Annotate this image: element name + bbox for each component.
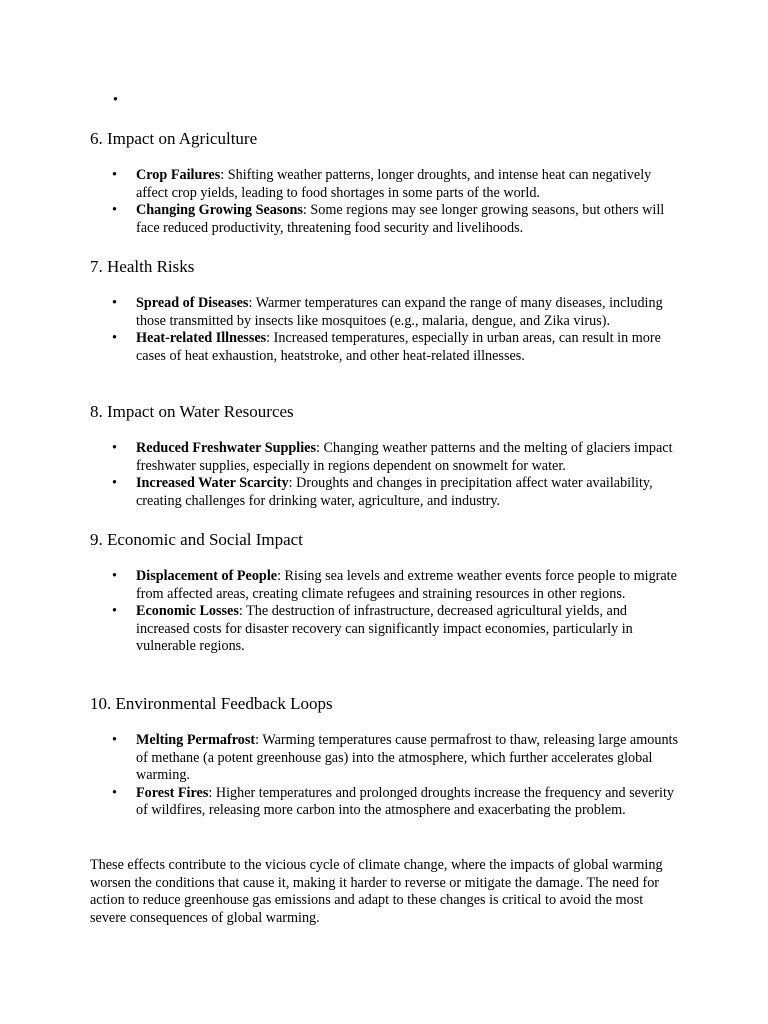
item-term: Increased Water Scarcity xyxy=(136,475,289,492)
section-heading: 7. Health Risks xyxy=(90,257,195,276)
list-item xyxy=(90,202,680,237)
section-heading: 6. Impact on Agriculture xyxy=(90,129,258,148)
section-economic xyxy=(90,530,680,656)
section-heading: 9. Economic and Social Impact xyxy=(90,530,303,549)
item-term: Economic Losses xyxy=(136,603,239,620)
item-term: Melting Permafrost xyxy=(136,732,256,748)
list-item xyxy=(90,568,680,603)
list-item xyxy=(90,167,680,202)
section-water xyxy=(90,402,680,510)
item-term: Heat-related Illnesses xyxy=(136,330,267,347)
item-text: : Warmer temperatures can expand the range of many diseases, including those transmitted by insects like mosquitoes (e.g., malaria, dengue, and Zika virus). xyxy=(136,295,663,329)
section-agriculture xyxy=(90,129,680,237)
list-item xyxy=(90,785,680,820)
item-text: : Warming temperatures cause permafrost to thaw, releasing large amounts of methane (a potent greenhouse gas) into the atmosphere, which further accelerates global warming. xyxy=(136,732,679,784)
list-item xyxy=(90,295,680,330)
item-term: Forest Fires xyxy=(136,784,209,801)
item-text: : Higher temperatures and prolonged droughts increase the frequency and severity of wildfires, releasing more carbon into the atmosphere and exacerbating the problem. xyxy=(136,784,675,819)
item-term: Crop Failures xyxy=(136,167,221,183)
list-item xyxy=(90,330,680,365)
section-feedback-loops xyxy=(90,694,680,820)
closing-paragraph: These effects contribute to the vicious cycle of climate change, where the impacts of global warming worsen the conditions that cause it, making it harder to reverse or mitigate the damage. The need for action to reduce greenhouse gas emissions and adapt to these changes is critical to avoid the most severe consequences of global warming. xyxy=(90,857,663,926)
list-item xyxy=(90,475,680,510)
section-heading: 8. Impact on Water Resources xyxy=(90,402,294,421)
item-text: : Some regions may see longer growing seasons, but others will face reduced productivity, threatening food security and livelihoods. xyxy=(136,202,665,236)
section-health xyxy=(90,257,680,365)
bullet-list xyxy=(90,295,680,365)
item-text: : Increased temperatures, especially in urban areas, can result in more cases of heat exhaustion, heatstroke, and other heat-related illnesses. xyxy=(136,330,661,364)
bullet-list xyxy=(90,568,680,656)
bullet-list xyxy=(90,440,680,510)
item-term: Reduced Freshwater Supplies xyxy=(136,440,316,456)
item-text: : The destruction of infrastructure, decreased agricultural yields, and increased costs for disaster recovery can significantly impact economies, particularly in vulnerable regions. xyxy=(136,603,633,655)
list-item xyxy=(90,732,680,785)
item-text: : Rising sea levels and extreme weather events force people to migrate from affected areas, creating climate refugees and straining resources in other regions. xyxy=(136,568,677,602)
bullet-list xyxy=(90,732,680,820)
list-item xyxy=(90,603,680,656)
item-text: : Shifting weather patterns, longer droughts, and intense heat can negatively affect crop yields, leading to food shortages in some parts of the world. xyxy=(136,167,652,201)
section-heading: 10. Environmental Feedback Loops xyxy=(90,694,333,713)
list-item xyxy=(90,440,680,475)
item-text: : Droughts and changes in precipitation affect water availability, creating challenges for drinking water, agriculture, and industry. xyxy=(136,475,653,509)
item-term: Displacement of People xyxy=(136,568,278,584)
bullet-list xyxy=(90,167,680,237)
item-term: Changing Growing Seasons xyxy=(136,202,303,219)
item-text: : Changing weather patterns and the melting of glaciers impact freshwater supplies, especially in regions dependent on snowmelt for water. xyxy=(136,440,673,474)
item-term: Spread of Diseases xyxy=(136,295,249,311)
